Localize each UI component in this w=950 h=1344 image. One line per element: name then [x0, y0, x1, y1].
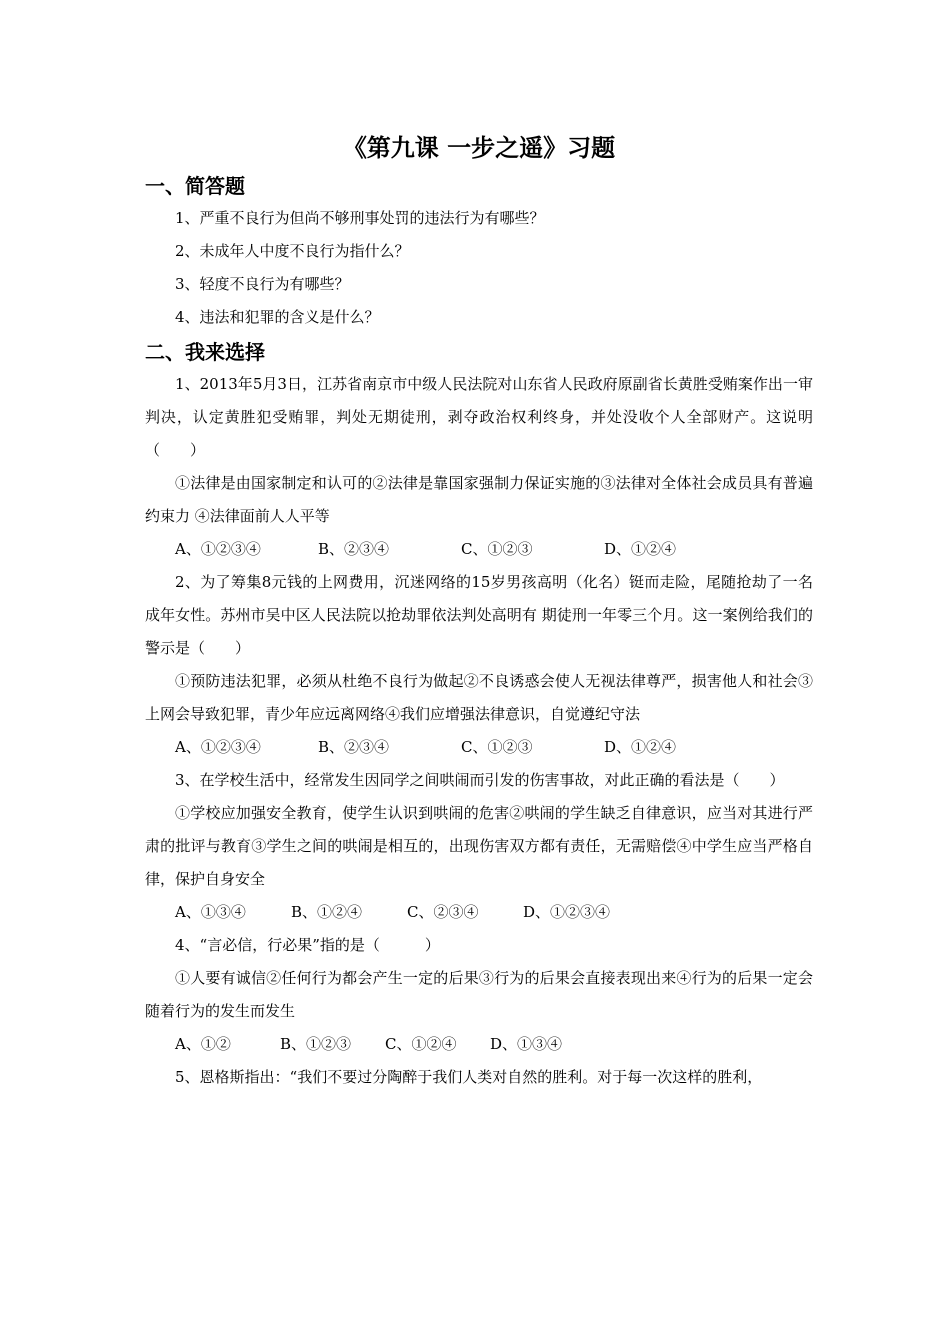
choice-question-statements: ①人要有诚信②任何行为都会产生一定的后果③行为的后果会直接表现出来④行为的后果一定会随着行为的发生而发生 [145, 969, 813, 1020]
short-answer-question: 3、轻度不良行为有哪些？ [175, 275, 350, 293]
option-c: C、①②③ [461, 540, 533, 558]
short-answer-list [145, 202, 813, 334]
option-b: B、②③④ [318, 738, 390, 756]
option-a: A、①②③④ [175, 540, 261, 558]
option-a: A、①②③④ [175, 738, 261, 756]
choice-question-stem: 5、恩格斯指出：“我们不要过分陶醉于我们人类对自然的胜利。对于每一次这样的胜利， [175, 1068, 763, 1086]
short-answer-question: 2、未成年人中度不良行为指什么？ [175, 242, 410, 260]
section-heading-choice: 二、我来选择 [145, 340, 265, 364]
option-a: A、①② [175, 1035, 231, 1053]
choice-question-stem: 1、2013年5月3日，江苏省南京市中级人民法院对山东省人民政府原副省长黄胜受贿案作出一审判决，认定黄胜犯受贿罪，判处无期徒刑，剥夺政治权利终身，并处没收个人全部财产。这说明（ ） [145, 375, 813, 459]
option-c: C、①②④ [385, 1035, 457, 1053]
option-c: C、①②③ [461, 738, 533, 756]
choice-options [145, 533, 813, 566]
page-title: 《第九课 一步之遥》习题 [342, 134, 616, 162]
choice-question-statements: ①预防违法犯罪，必须从杜绝不良行为做起②不良诱惑会使人无视法律尊严，损害他人和社会③上网会导致犯罪，青少年应远离网络④我们应增强法律意识，自觉遵纪守法 [145, 672, 813, 723]
choice-question-statements: ①法律是由国家制定和认可的②法律是靠国家强制力保证实施的③法律对全体社会成员具有普遍约束力 ④法律面前人人平等 [145, 474, 813, 525]
short-answer-question: 1、严重不良行为但尚不够刑事处罚的违法行为有哪些？ [175, 209, 545, 227]
choice-options [145, 1028, 813, 1061]
option-a: A、①③④ [175, 903, 246, 921]
option-b: B、②③④ [318, 540, 390, 558]
choice-question-statements: ①学校应加强安全教育，使学生认识到哄闹的危害②哄闹的学生缺乏自律意识，应当对其进行严肃的批评与教育③学生之间的哄闹是相互的，出现伤害双方都有责任，无需赔偿④中学生应当严格自律，保护自身安全 [145, 804, 813, 888]
choice-question-stem: 4、“言必信，行必果”指的是（ ） [175, 936, 440, 954]
option-d: D、①②④ [604, 540, 677, 558]
choice-options [145, 731, 813, 764]
option-b: B、①②④ [291, 903, 363, 921]
option-d: D、①③④ [490, 1035, 563, 1053]
short-answer-question: 4、违法和犯罪的含义是什么？ [175, 308, 380, 326]
option-d: D、①②④ [604, 738, 677, 756]
section-heading-short-answer: 一、简答题 [145, 174, 245, 198]
choice-options [145, 896, 813, 929]
document-page [145, 128, 813, 1094]
choice-question-stem: 2、为了筹集8元钱的上网费用，沉迷网络的15岁男孩高明（化名）铤而走险，尾随抢劫了一名成年女性。苏州市吴中区人民法院以抢劫罪依法判处高明有 期徒刑一年零三个月。这一案例给我们的警示是（ ） [145, 573, 813, 657]
option-d: D、①②③④ [523, 903, 611, 921]
choice-question-stem: 3、在学校生活中，经常发生因同学之间哄闹而引发的伤害事故，对此正确的看法是（ ） [175, 771, 785, 789]
option-b: B、①②③ [280, 1035, 352, 1053]
option-c: C、②③④ [407, 903, 479, 921]
